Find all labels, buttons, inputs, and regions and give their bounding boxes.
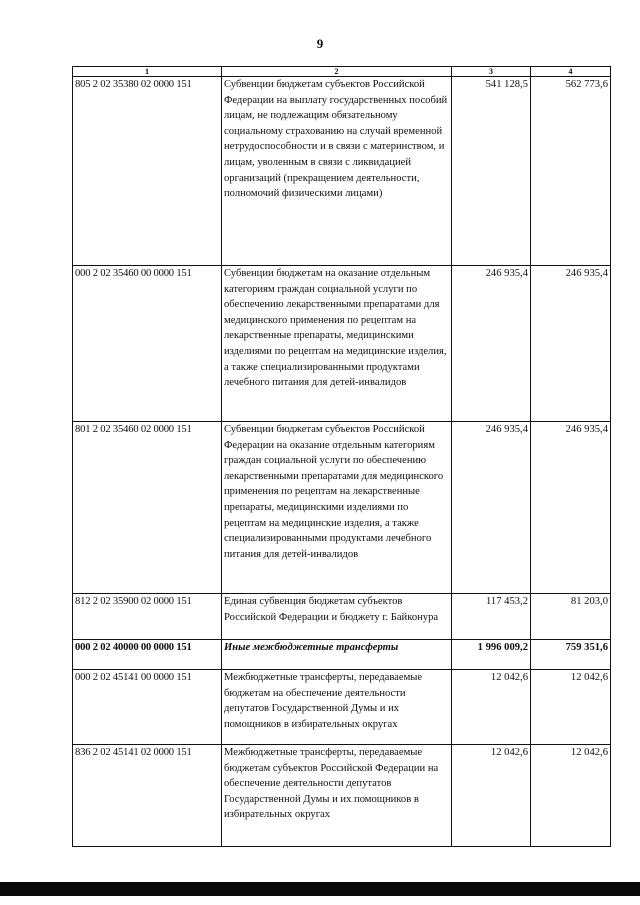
row-value-col4: 246 935,4: [531, 422, 611, 594]
header-col-1: 1: [73, 67, 222, 77]
row-code: 000 2 02 35460 00 0000 151: [73, 266, 222, 422]
row-code: 000 2 02 40000 00 0000 151: [73, 640, 222, 670]
row-name: Субвенции бюджетам субъектов Российской Федерации на выплату государственных пособий лицам, не подлежащим обязательному социальному страхованию на случай временной нетрудоспособности и в связи с материнством, и лицам, уволенным в связи с ликвидацией организаций (прекращением деятельности, полномочий физическими лицами): [222, 77, 452, 266]
row-code: 836 2 02 45141 02 0000 151: [73, 745, 222, 847]
row-name: Межбюджетные трансферты, передаваемые бюджетам субъектов Российской Федерации на обеспечение деятельности депутатов Государственной Думы и их помощников в избирательных округах: [222, 745, 452, 847]
row-value-col3: 1 996 009,2: [452, 640, 531, 670]
table-header-row: [73, 67, 611, 77]
row-value-col3: 541 128,5: [452, 77, 531, 266]
row-name: Иные межбюджетные трансферты: [222, 640, 452, 670]
row-value-col4: 759 351,6: [531, 640, 611, 670]
header-col-4: 4: [531, 67, 611, 77]
row-value-col4: 12 042,6: [531, 670, 611, 745]
row-name: Субвенции бюджетам на оказание отдельным категориям граждан социальной услуги по обеспечению лекарственными препаратами для медицинского применения по рецептам на лекарственные препараты, медицинскими изделиями по рецептам на медицинские изделия, а также специализированными продуктами лечебного питания для детей-инвалидов: [222, 266, 452, 422]
row-value-col3: 246 935,4: [452, 266, 531, 422]
row-value-col4: 81 203,0: [531, 594, 611, 640]
page-number: 9: [316, 36, 324, 51]
scan-edge-bar: [0, 882, 640, 896]
table-row: [73, 670, 611, 745]
row-name: Субвенции бюджетам субъектов Российской Федерации на оказание отдельным категориям граждан социальной услуги по обеспечению лекарственными препаратами для медицинского применения по рецептам на лекарственные препараты, медицинскими изделиями по рецептам на медицинские изделия, а также специализированными продуктами лечебного питания для детей-инвалидов: [222, 422, 452, 594]
row-value-col3: 12 042,6: [452, 745, 531, 847]
table-row: [73, 266, 611, 422]
row-value-col3: 246 935,4: [452, 422, 531, 594]
row-value-col3: 12 042,6: [452, 670, 531, 745]
row-value-col3: 117 453,2: [452, 594, 531, 640]
table-row: [73, 422, 611, 594]
header-col-2: 2: [222, 67, 452, 77]
table-row: [73, 77, 611, 266]
row-value-col4: 562 773,6: [531, 77, 611, 266]
table-row: [73, 594, 611, 640]
row-value-col4: 12 042,6: [531, 745, 611, 847]
table-row: [73, 745, 611, 847]
row-name: Межбюджетные трансферты, передаваемые бюджетам на обеспечение деятельности депутатов Государственной Думы и их помощников в избирательных округах: [222, 670, 452, 745]
row-code: 000 2 02 45141 00 0000 151: [73, 670, 222, 745]
budget-table: [72, 66, 611, 847]
table-row-subtotal: [73, 640, 611, 670]
row-code: 812 2 02 35900 02 0000 151: [73, 594, 222, 640]
row-name: Единая субвенция бюджетам субъектов Российской Федерации и бюджету г. Байконура: [222, 594, 452, 640]
row-value-col4: 246 935,4: [531, 266, 611, 422]
row-code: 801 2 02 35460 02 0000 151: [73, 422, 222, 594]
row-code: 805 2 02 35380 02 0000 151: [73, 77, 222, 266]
header-col-3: 3: [452, 67, 531, 77]
